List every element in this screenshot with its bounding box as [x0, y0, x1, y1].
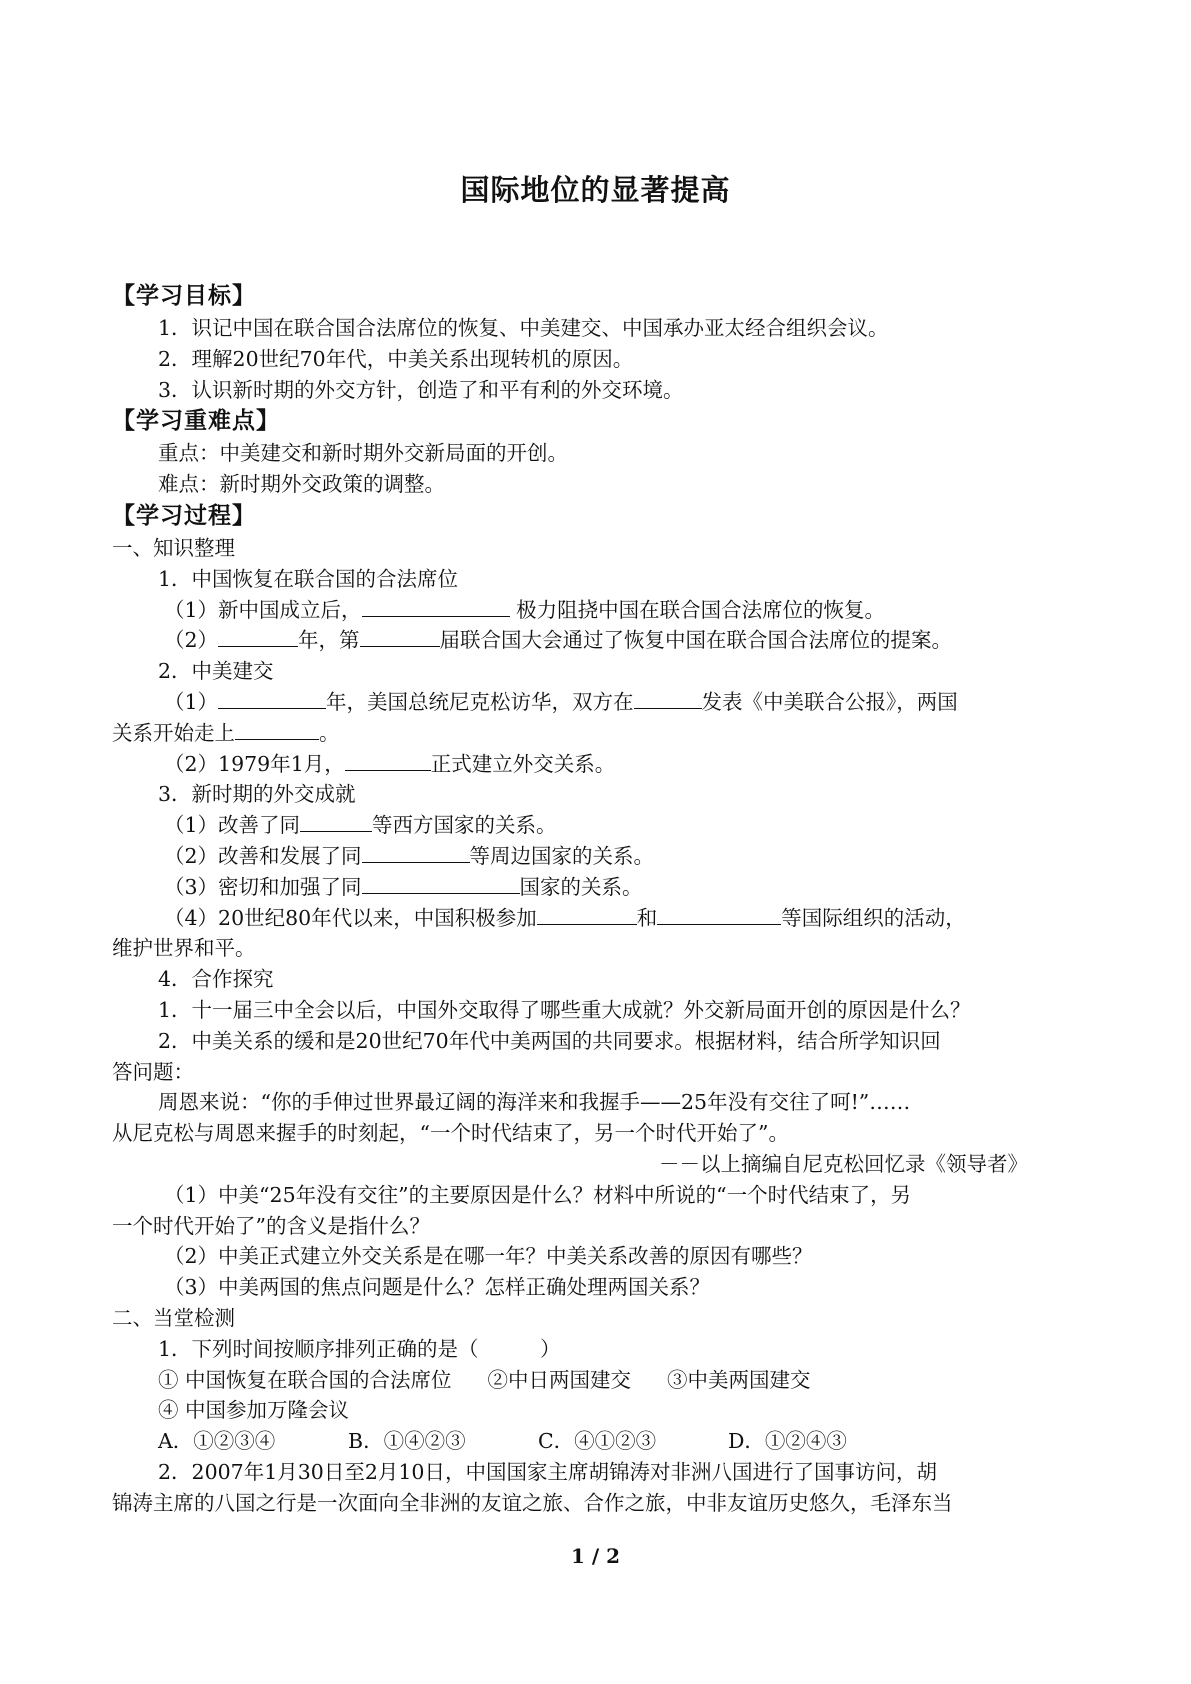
explore-question: 2．中美关系的缓和是20世纪70年代中美两国的共同要求。根据材料，结合所学知识回 [158, 1028, 941, 1053]
line-text: 等西方国家的关系。 [372, 813, 557, 838]
answer-blank[interactable] [218, 625, 298, 647]
fill-in-line [112, 749, 1088, 780]
line-text: 届联合国大会通过了恢复中国在联合国合法席位的提案。 [439, 628, 953, 653]
line-text: 年，美国总统尼克松访华，双方在 [326, 689, 634, 714]
statement: ②中日两国建交 [487, 1367, 632, 1392]
line-text: 国家的关系。 [519, 874, 643, 899]
fill-in-line [112, 810, 1088, 841]
quote-text: 从尼克松与周恩来握手的时刻起，“一个时代结束了，另一个时代开始了”。 [112, 1121, 789, 1146]
quote-text: 周恩来说：“你的手伸过世界最辽阔的海洋来和我握手——25年没有交往了呵!”…… [158, 1090, 911, 1115]
line-text: 等国际组织的活动， [781, 905, 966, 930]
fill-in-line [112, 903, 1088, 934]
line-text: 发表《中美联合公报》，两国 [701, 689, 958, 714]
sub-question-cont: 一个时代开始了”的含义是指什么？ [112, 1213, 430, 1238]
question-heading: 3．新时期的外交成就 [158, 782, 356, 807]
statement: ① 中国恢复在联合国的合法席位 [158, 1367, 452, 1392]
objective-item: 2．理解20世纪70年代，中美关系出现转机的原因。 [158, 346, 634, 371]
answer-blank[interactable] [657, 903, 781, 925]
line-text: （2） [164, 628, 219, 653]
quote-source: －－以上摘编自尼克松回忆录《领导者》 [659, 1151, 1028, 1176]
fill-in-line [112, 595, 1088, 626]
answer-blank[interactable] [300, 810, 372, 832]
line-text: 年，第 [298, 628, 360, 653]
fill-in-line [112, 687, 1088, 718]
statement: ③中美两国建交 [667, 1367, 811, 1392]
explore-question: 1．十一届三中全会以后，中国外交取得了哪些重大成就？外交新局面开创的原因是什么？ [158, 997, 971, 1022]
test-question-cont: 锦涛主席的八国之行是一次面向全非洲的友谊之旅、合作之旅，中非友谊历史悠久，毛泽东当 [112, 1490, 953, 1515]
document-body [112, 280, 1088, 1518]
answer-blank[interactable] [235, 718, 319, 740]
line-text: 和 [636, 905, 658, 930]
answer-blank[interactable] [362, 595, 510, 617]
answer-blank[interactable] [362, 841, 470, 863]
answer-blank[interactable] [362, 872, 520, 894]
answer-blank[interactable] [634, 687, 702, 709]
part-heading: 一、知识整理 [112, 535, 235, 560]
line-text: 。 [319, 720, 340, 745]
line-text: （1）改善了同 [164, 813, 301, 838]
statement: ④ 中国参加万隆会议 [158, 1398, 350, 1423]
section-heading-process: 【学习过程】 [112, 502, 256, 529]
sub-question: （2）中美正式建立外交关系是在哪一年？中美关系改善的原因有哪些？ [164, 1244, 813, 1269]
answer-blank[interactable] [360, 625, 440, 647]
fill-in-line [112, 872, 1088, 903]
sub-question: （3）中美两国的焦点问题是什么？怎样正确处理两国关系？ [164, 1275, 711, 1300]
line-text: （3）密切和加强了同 [164, 874, 362, 899]
section-heading-key-points: 【学习重难点】 [112, 408, 280, 435]
line-text: （1）新中国成立后， [164, 597, 362, 622]
line-text: （4）20世纪80年代以来，中国积极参加 [164, 905, 537, 930]
explore-question-cont: 答问题： [112, 1059, 194, 1084]
choice-d[interactable]: D．①②④③ [728, 1429, 847, 1454]
line-text: （2）改善和发展了同 [164, 843, 362, 868]
answer-choices [112, 1426, 1088, 1457]
choice-b[interactable]: B．①④②③ [348, 1429, 466, 1454]
question-heading: 1．中国恢复在联合国的合法席位 [158, 566, 459, 591]
line-text: 等周边国家的关系。 [469, 843, 655, 868]
fill-in-line [112, 625, 1088, 656]
page-number: 1 / 2 [570, 1544, 621, 1568]
sub-question: （1）中美“25年没有交往”的主要原因是什么？材料中所说的“一个时代结束了，另 [164, 1182, 912, 1207]
choice-c[interactable]: C．④①②③ [538, 1429, 657, 1454]
line-text: （1） [164, 689, 219, 714]
key-point-item: 难点：新时期外交政策的调整。 [158, 472, 445, 497]
answer-blank[interactable] [218, 687, 326, 709]
objective-item: 1．识记中国在联合国合法席位的恢复、中美建交、中国承办亚太经合组织会议。 [158, 316, 889, 340]
question-heading: 4．合作探究 [158, 967, 274, 992]
document-title: 国际地位的显著提高 [460, 173, 731, 207]
test-question: 1．下列时间按顺序排列正确的是（ ） [158, 1336, 561, 1361]
choice-a[interactable]: A．①②③④ [158, 1429, 276, 1454]
test-statements [112, 1365, 1088, 1396]
test-question: 2．2007年1月30日至2月10日，中国国家主席胡锦涛对非洲八国进行了国事访问，胡 [158, 1459, 937, 1484]
objective-item: 3．认识新时期的外交方针，创造了和平有利的外交环境。 [158, 377, 684, 402]
line-text: 关系开始走上 [112, 720, 235, 745]
line-text: 极力阻挠中国在联合国合法席位的恢复。 [509, 597, 886, 622]
section-heading-objectives: 【学习目标】 [112, 283, 256, 309]
fill-in-line [112, 718, 1088, 749]
answer-blank[interactable] [537, 903, 637, 925]
line-text: 正式建立外交关系。 [430, 751, 616, 776]
key-point-item: 重点：中美建交和新时期外交新局面的开创。 [158, 441, 568, 466]
line-text: （2）1979年1月， [164, 751, 345, 776]
answer-blank[interactable] [345, 749, 431, 771]
question-heading: 2．中美建交 [158, 659, 274, 684]
line-text: 维护世界和平。 [112, 936, 256, 961]
fill-in-line [112, 841, 1088, 872]
part-heading: 二、当堂检测 [112, 1305, 235, 1330]
